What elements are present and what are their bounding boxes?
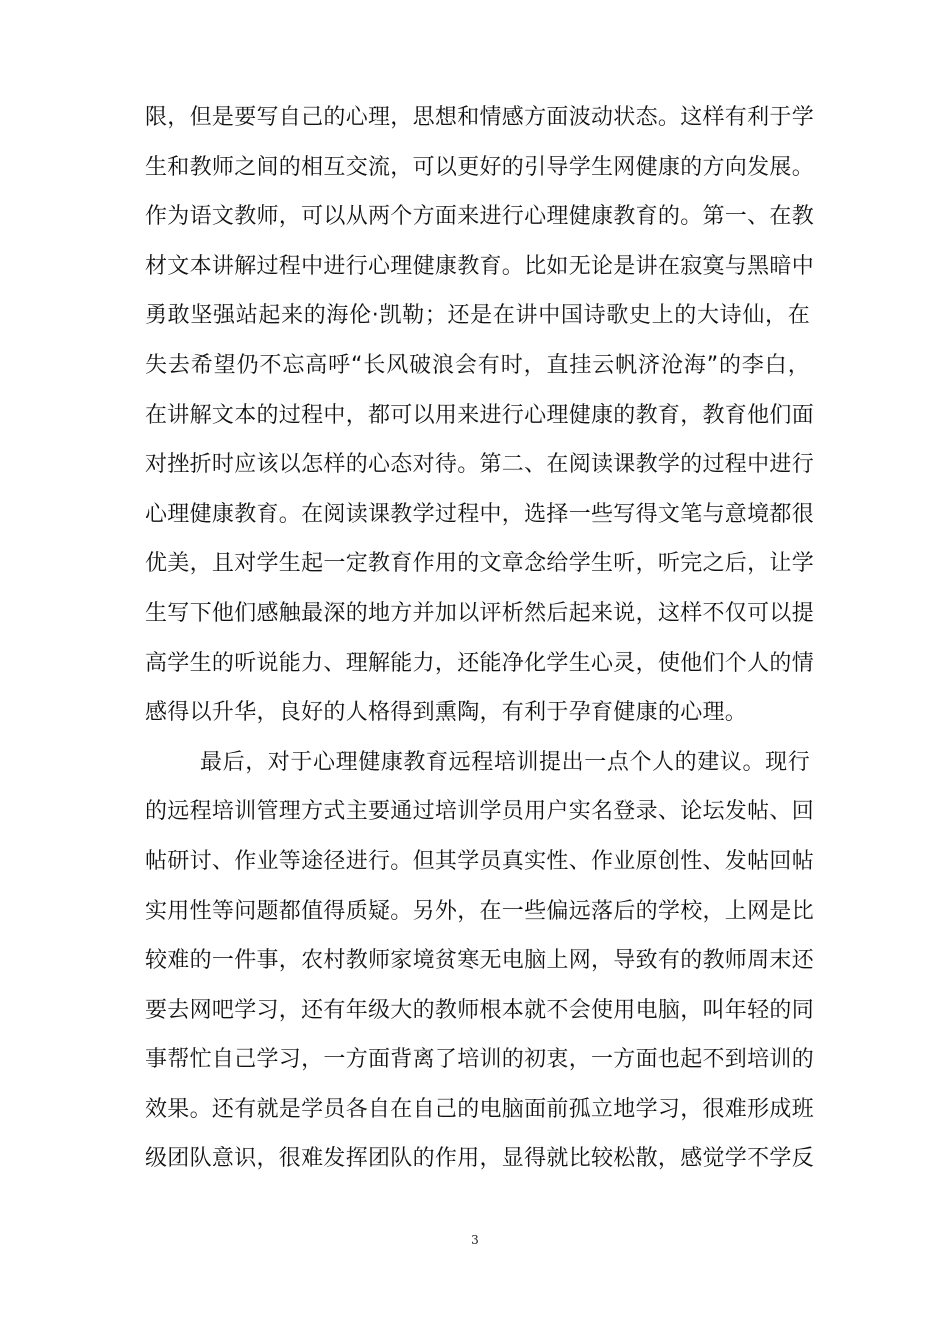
text-line: 生写下他们感触最深的地方并加以评析然后起来说，这样不仅可以提	[145, 600, 815, 626]
text-line: 心理健康教育。在阅读课教学过程中，选择一些写得文笔与意境都很	[145, 501, 815, 527]
text-line: 对挫折时应该以怎样的心态对待。第二、在阅读课教学的过程中进行	[145, 452, 815, 478]
text-line: 在讲解文本的过程中，都可以用来进行心理健康的教育，教育他们面	[145, 402, 815, 428]
text-line: 帖研讨、作业等途径进行。但其学员真实性、作业原创性、发帖回帖	[145, 848, 815, 874]
text-line: 较难的一件事，农村教师家境贫寒无电脑上网，导致有的教师周末还	[145, 948, 815, 974]
page-number: 3	[471, 1233, 479, 1247]
body-text	[145, 93, 815, 1184]
text-line: 级团队意识，很难发挥团队的作用，显得就比较松散，感觉学不学反	[145, 1146, 815, 1172]
text-line: 优美，且对学生起一定教育作用的文章念给学生听，听完之后，让学	[145, 551, 815, 577]
text-line: 失去希望仍不忘高呼“长风破浪会有时，直挂云帆济沧海”的李白，	[145, 352, 810, 378]
text-line: 勇敢坚强站起来的海伦·凯勒；还是在讲中国诗歌史上的大诗仙，在	[145, 303, 810, 329]
text-line: 感得以升华，良好的人格得到熏陶，有利于孕育健康的心理。	[145, 700, 748, 726]
text-line: 作为语文教师，可以从两个方面来进行心理健康教育的。第一、在教	[145, 204, 815, 230]
text-line: 限，但是要写自己的心理，思想和情感方面波动状态。这样有利于学	[145, 105, 815, 130]
text-line: 实用性等问题都值得质疑。另外，在一些偏远落后的学校，上网是比	[145, 898, 815, 924]
text-line: 要去网吧学习，还有年级大的教师根本就不会使用电脑，叫年轻的同	[145, 997, 815, 1023]
text-line: 生和教师之间的相互交流，可以更好的引导学生网健康的方向发展。	[145, 154, 815, 180]
text-line: 最后，对于心理健康教育远程培训提出一点个人的建议。现行	[200, 749, 810, 775]
text-line: 材文本讲解过程中进行心理健康教育。比如无论是讲在寂寞与黑暗中	[145, 253, 815, 279]
text-line: 效果。还有就是学员各自在自己的电脑面前孤立地学习，很难形成班	[145, 1096, 815, 1122]
text-line: 高学生的听说能力、理解能力，还能净化学生心灵，使他们个人的情	[145, 650, 815, 676]
text-line: 事帮忙自己学习，一方面背离了培训的初衷，一方面也起不到培训的	[145, 1047, 815, 1073]
text-line: 的远程培训管理方式主要通过培训学员用户实名登录、论坛发帖、回	[145, 799, 815, 825]
